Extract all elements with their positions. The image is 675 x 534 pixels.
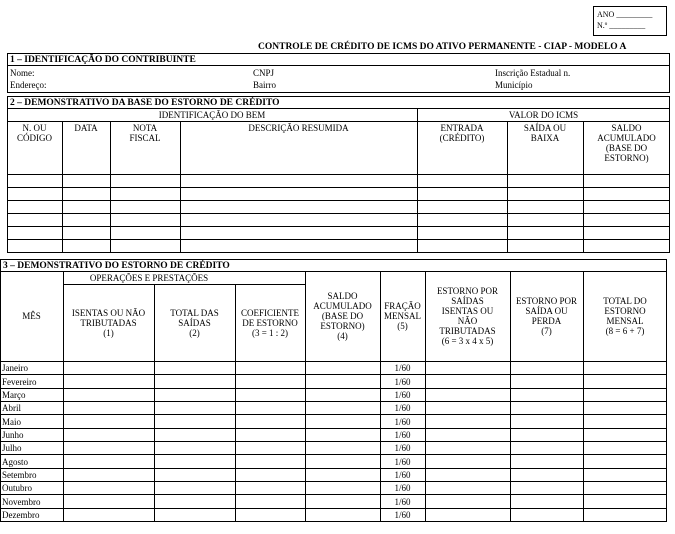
col-saldo-acumulado: SALDO ACUMULADO (BASE DO ESTORNO)	[597, 123, 656, 163]
page-title: CONTROLE DE CRÉDITO DE ICMS DO ATIVO PERMANENTE - CIAP - MODELO A	[258, 42, 627, 52]
endereco-label[interactable]: Endereço:	[10, 80, 47, 90]
fraction-value: 1/60	[394, 510, 411, 520]
fraction-value: 1/60	[394, 402, 411, 413]
col-codigo: N. OU CÓDIGO	[17, 123, 52, 143]
col-entrada: ENTRADA (CRÉDITO)	[439, 123, 485, 143]
col-fracao: FRAÇÃO MENSAL (5)	[383, 301, 421, 331]
fraction-value: 1/60	[394, 416, 411, 427]
municipio-label[interactable]: Município	[495, 80, 533, 90]
fraction-value: 1/60	[394, 389, 411, 400]
col-isentas: ISENTAS OU NÃO TRIBUTADAS (1)	[71, 307, 146, 338]
nome-label[interactable]: Nome:	[10, 68, 35, 78]
col-saldo-base: SALDO ACUMULADO (BASE DO ESTORNO) (4)	[313, 291, 372, 341]
month-label: Maio	[2, 417, 21, 427]
col-saida-baixa: SAÍDA OU BAIXA	[523, 123, 567, 143]
ano-label: ANO _________	[597, 10, 653, 19]
month-label: Janeiro	[2, 363, 28, 373]
fraction-value: 1/60	[394, 482, 411, 493]
group-valor-icms: VALOR DO ICMS	[508, 109, 579, 120]
fraction-value: 1/60	[394, 469, 411, 480]
col-total-saidas: TOTAL DAS SAÍDAS (2)	[170, 307, 219, 338]
fraction-value: 1/60	[394, 429, 411, 440]
col-descricao: DESCRIÇÃO RESUMIDA	[248, 123, 349, 133]
col-mes: MÊS	[22, 311, 41, 321]
section2-heading: 2 – DEMONSTRATIVO DA BASE DO ESTORNO DE CRÉDITO	[10, 98, 280, 108]
fraction-value: 1/60	[394, 362, 411, 373]
inscricao-label[interactable]: Inscrição Estadual n.	[495, 68, 571, 78]
cnpj-label[interactable]: CNPJ	[253, 68, 275, 78]
section1-heading: 1 – IDENTIFICAÇÃO DO CONTRIBUINTE	[10, 55, 196, 65]
month-label: Junho	[2, 430, 24, 440]
group-operacoes: OPERAÇÕES E PRESTAÇÕES	[89, 272, 209, 283]
fraction-value: 1/60	[394, 496, 411, 507]
col-nota-fiscal: NOTA FISCAL	[129, 123, 161, 143]
col-total-estorno: TOTAL DO ESTORNO MENSAL (8 = 6 + 7)	[603, 296, 647, 336]
bairro-label[interactable]: Bairro	[253, 80, 276, 90]
month-label: Outubro	[2, 483, 32, 493]
month-label: Março	[2, 390, 26, 400]
group-identificacao-bem: IDENTIFICAÇÃO DO BEM	[158, 109, 266, 120]
month-label: Novembro	[2, 497, 41, 507]
col-coeficiente: COEFICIENTE DE ESTORNO (3 = 1 : 2)	[241, 307, 299, 338]
section3-heading: 3 – DEMONSTRATIVO DO ESTORNO DE CRÉDITO	[3, 261, 230, 271]
fraction-value: 1/60	[394, 376, 411, 387]
col-data: DATA	[74, 123, 98, 133]
numero-label: N.º _________	[597, 21, 646, 30]
col-estorno-perda: ESTORNO POR SAÍDA OU PERDA (7)	[515, 296, 578, 336]
fraction-value: 1/60	[394, 456, 411, 467]
month-label: Setembro	[2, 470, 37, 480]
month-label: Agosto	[2, 457, 29, 467]
fraction-value: 1/60	[394, 442, 411, 453]
month-label: Dezembro	[2, 510, 40, 520]
month-label: Julho	[2, 443, 22, 453]
col-estorno-isentas: ESTORNO POR SAÍDAS ISENTAS OU NÃO TRIBUTADAS (6 = 3 x 4 x 5)	[436, 286, 499, 346]
month-label: Abril	[2, 403, 21, 413]
month-label: Fevereiro	[2, 377, 37, 387]
